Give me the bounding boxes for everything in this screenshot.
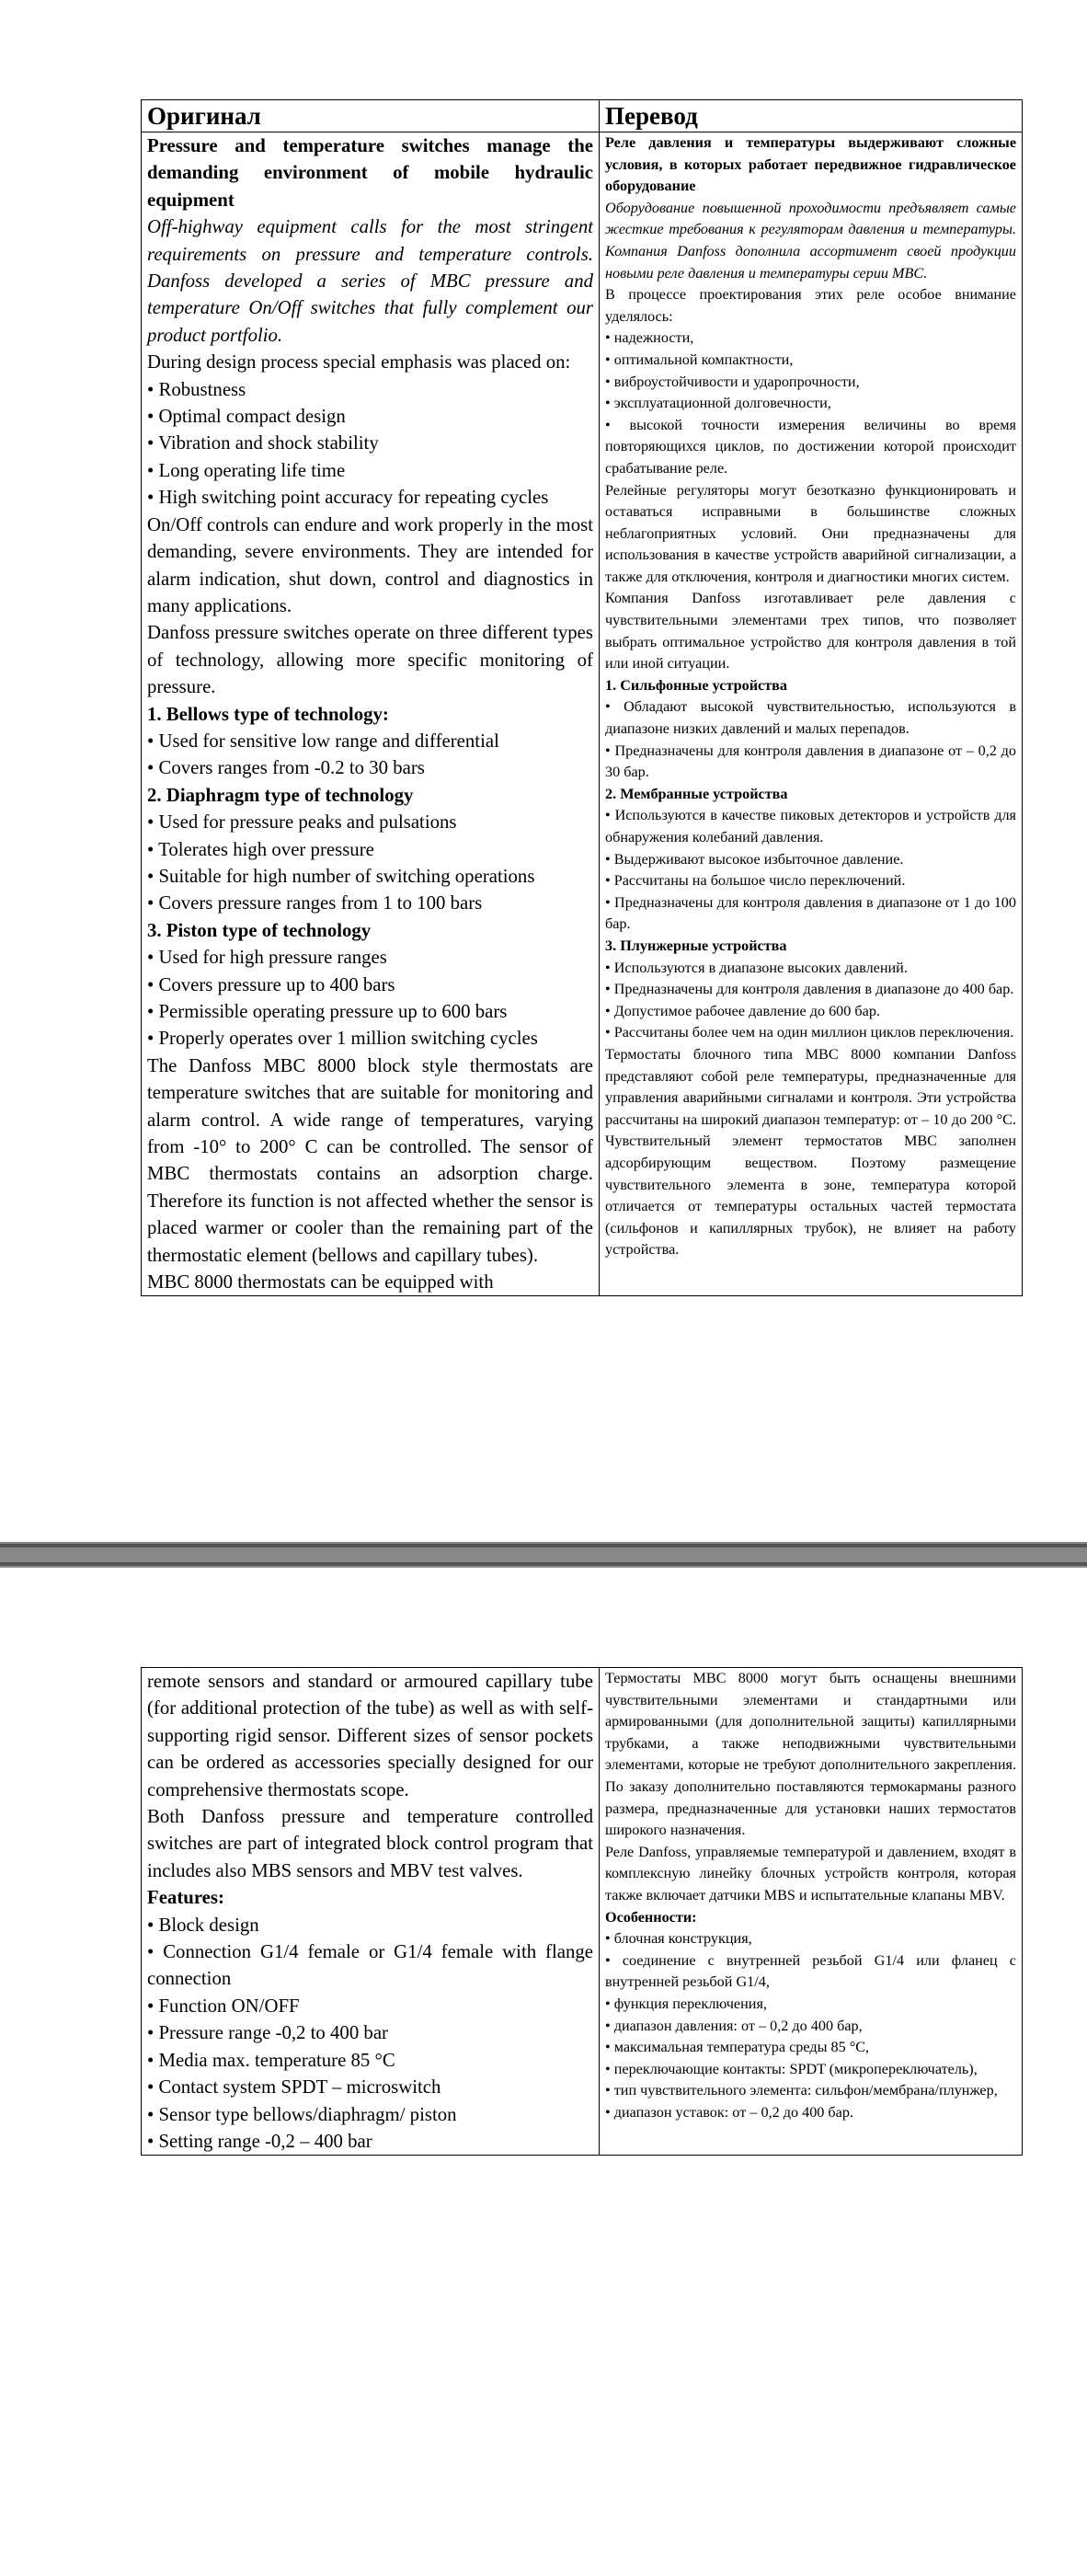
section-heading: 2. Diaphragm type of technology (147, 784, 414, 806)
list-item: • Tolerates high over pressure (147, 836, 593, 863)
section-heading: 2. Мембранные устройства (605, 785, 788, 802)
paragraph: Термостаты MBC 8000 могут быть оснащены внешними чувствительными элементами и стандартными или армированными (для дополнительной защиты) капиллярными трубками, а также неподвижными чувствительными элементами, которые не требуют дополнительного закрепления. По заказу дополнительно поставляются термокарманы разного размера, предназначенные для установки наших термостатов широкого назначения. (605, 1670, 1016, 1839)
list-item: • Sensor type bellows/diaphragm/ piston (147, 2101, 593, 2128)
original-text-cell (142, 132, 600, 1296)
table-header-row (142, 100, 1023, 132)
paragraph: Релейные регуляторы могут безотказно функционировать и оставаться исправными в большинстве сложных неблагоприятных условий. Они предназначены для использования в качестве устройств аварийной сигнализации, а также для отключения, контроля и диагностики многих систем. (605, 481, 1016, 585)
list-item: • оптимальной компактности, (605, 350, 1016, 372)
list-item: • высокой точности измерения величины во время повторяющихся циклов, по достижении которой происходит срабатывание реле. (605, 415, 1016, 480)
list-item: • эксплуатационной долговечности, (605, 393, 1016, 415)
translation-text-cell (600, 132, 1023, 1296)
list-item: • диапазон давления: от – 0,2 до 400 бар, (605, 2016, 1016, 2038)
list-item: • Block design (147, 1912, 593, 1938)
list-item: • Предназначены для контроля давления в диапазоне от – 0,2 до 30 бар. (605, 741, 1016, 784)
table-row (142, 132, 1023, 1296)
list-item: • надежности, (605, 328, 1016, 350)
list-item: • Covers ranges from -0.2 to 30 bars (147, 754, 593, 781)
paragraph: The Danfoss MBC 8000 block style thermostats are temperature switches that are suitable for monitoring and alarm control. A wide range of temperatures, varying from -10° to 200° C can be controlled. The sensor of MBC thermostats contains an adsorption charge. Therefore its function is not affected whether the sensor is placed warmer or cooler than the remaining part of the thermostatic element (bellows and capillary tubes). (147, 1054, 593, 1266)
paragraph: Реле Danfoss, управляемые температурой и давлением, входят в комплексную линейку блочных устройств контроля, которая также включает датчики MBS и испытательные клапаны MBV. (605, 1843, 1016, 1903)
list-item: • Pressure range -0,2 to 400 bar (147, 2019, 593, 2046)
list-item: • переключающие контакты: SPDT (микропереключатель), (605, 2059, 1016, 2081)
list-item: • Setting range -0,2 – 400 bar (147, 2128, 593, 2155)
page-separator (0, 1542, 1087, 1568)
section-heading: Features: (147, 1887, 224, 1909)
list-item: • Contact system SPDT – microswitch (147, 2074, 593, 2100)
list-item: • Vibration and shock stability (147, 430, 593, 456)
list-item: • Используются в диапазоне высоких давлений. (605, 958, 1016, 980)
list-item: • Предназначены для контроля давления в диапазоне от 1 до 100 бар. (605, 892, 1016, 936)
list-item: • Function ON/OFF (147, 1993, 593, 2019)
paragraph: В процессе проектирования этих реле особое внимание уделялось: (605, 286, 1016, 325)
list-item: • Long operating life time (147, 457, 593, 484)
section-heading: Реле давления и температуры выдерживают сложные условия, в которых работает передвижное гидравлическое оборудование (605, 134, 1016, 195)
list-item: • блочная конструкция, (605, 1928, 1016, 1950)
list-item: • Properly operates over 1 million switching cycles (147, 1025, 593, 1052)
section-heading: 3. Плунжерные устройства (605, 937, 787, 954)
list-item: • Обладают высокой чувствительностью, используются в диапазоне низких давлений и малых перепадов. (605, 696, 1016, 740)
list-item: • Covers pressure ranges from 1 to 100 bars (147, 890, 593, 916)
list-item: • Рассчитаны более чем на один миллион циклов переключения. (605, 1022, 1016, 1044)
list-item: • соединение с внутренней резьбой G1/4 или фланец с внутренней резьбой G1/4, (605, 1950, 1016, 1994)
list-item: • Robustness (147, 376, 593, 403)
list-item: • Optimal compact design (147, 403, 593, 430)
original-text-cell (142, 1668, 600, 2156)
list-item: • функция переключения, (605, 1994, 1016, 2016)
list-item: • максимальная температура среды 85 °C, (605, 2037, 1016, 2059)
table-row (142, 1668, 1023, 2156)
list-item: • Covers pressure up to 400 bars (147, 972, 593, 998)
paragraph: Danfoss pressure switches operate on three different types of technology, allowing more specific monitoring of pressure. (147, 622, 593, 698)
paragraph: Компания Danfoss изготавливает реле давления с чувствительными элементами трех типов, что позволяет выбрать оптимальное устройство для контроля давления в той или иной ситуации. (605, 590, 1016, 673)
paragraph: Оборудование повышенной проходимости предъявляет самые жесткие требования к регуляторам давления и температуры. Компания Danfoss дополнила ассортимент своей продукции новыми реле давления и температуры серии MBC. (605, 199, 1016, 282)
list-item: • Used for sensitive low range and differential (147, 728, 593, 754)
header-original: Оригинал (142, 100, 600, 132)
list-item: • Выдерживают высокое избыточное давление. (605, 849, 1016, 871)
list-item: • Used for high pressure ranges (147, 944, 593, 971)
list-item: • виброустойчивости и ударопрочности, (605, 372, 1016, 394)
section-heading: 3. Piston type of technology (147, 919, 372, 941)
translation-text-cell (600, 1668, 1023, 2156)
list-item: • Connection G1/4 female or G1/4 female with flange connection (147, 1938, 593, 1993)
section-heading: 1. Bellows type of technology: (147, 703, 389, 725)
list-item: • Предназначены для контроля давления в диапазоне до 400 бар. (605, 979, 1016, 1001)
section-heading: 1. Сильфонные устройства (605, 676, 787, 694)
list-item: • Permissible operating pressure up to 600 bars (147, 998, 593, 1025)
translation-table (141, 1667, 1023, 2156)
paragraph: Both Danfoss pressure and temperature controlled switches are part of integrated block control program that includes also MBS sensors and MBV test valves. (147, 1806, 593, 1881)
paragraph: remote sensors and standard or armoured capillary tube (for additional protection of the tube) as well as with self-supporting rigid sensor. Different sizes of sensor pockets can be ordered as accessories specially designed for our comprehensive thermostats scope. (147, 1671, 593, 1800)
paragraph: Термостаты блочного типа MBC 8000 компании Danfoss представляют собой реле температуры, предназначенные для управления аварийными сигналами и контроля. Эти устройства рассчитаны на широкий диапазон температур: от – 10 до 200 °C. Чувствительный элемент термостатов MBC заполнен адсорбирующим веществом. Поэтому размещение чувствительного элемента в зоне, температура которой отличается от температуры остальных частей термостата (сильфонов и капиллярных трубок), не влияет на работу устройства. (605, 1045, 1016, 1259)
paragraph: Off-highway equipment calls for the most stringent requirements on pressure and temperature controls. Danfoss developed a series of MBC pressure and temperature On/Off switches that fully complement our product portfolio. (147, 216, 593, 346)
paragraph: On/Off controls can endure and work properly in the most demanding, severe environments. They are intended for alarm indication, shut down, control and diagnostics in many applications. (147, 513, 593, 616)
paragraph: MBC 8000 thermostats can be equipped with (147, 1271, 494, 1294)
paragraph: During design process special emphasis was placed on: (147, 351, 571, 374)
list-item: • диапазон уставок: от – 0,2 до 400 бар. (605, 2102, 1016, 2124)
list-item: • High switching point accuracy for repeating cycles (147, 484, 593, 511)
list-item: • Допустимое рабочее давление до 600 бар. (605, 1001, 1016, 1023)
section-heading: Pressure and temperature switches manage the demanding environment of mobile hydraulic equipment (147, 135, 593, 211)
list-item: • Used for pressure peaks and pulsations (147, 809, 593, 835)
list-item: • тип чувствительного элемента: сильфон/мембрана/плунжер, (605, 2080, 1016, 2102)
list-item: • Используются в качестве пиковых детекторов и устройств для обнаружения колебаний давления. (605, 805, 1016, 848)
list-item: • Media max. temperature 85 °C (147, 2047, 593, 2074)
list-item: • Suitable for high number of switching operations (147, 863, 593, 890)
header-translation: Перевод (600, 100, 1023, 132)
document-page-2 (0, 1568, 1087, 2576)
translation-table (141, 99, 1023, 1296)
list-item: • Рассчитаны на большое число переключений. (605, 870, 1016, 892)
section-heading: Особенности: (605, 1908, 697, 1926)
